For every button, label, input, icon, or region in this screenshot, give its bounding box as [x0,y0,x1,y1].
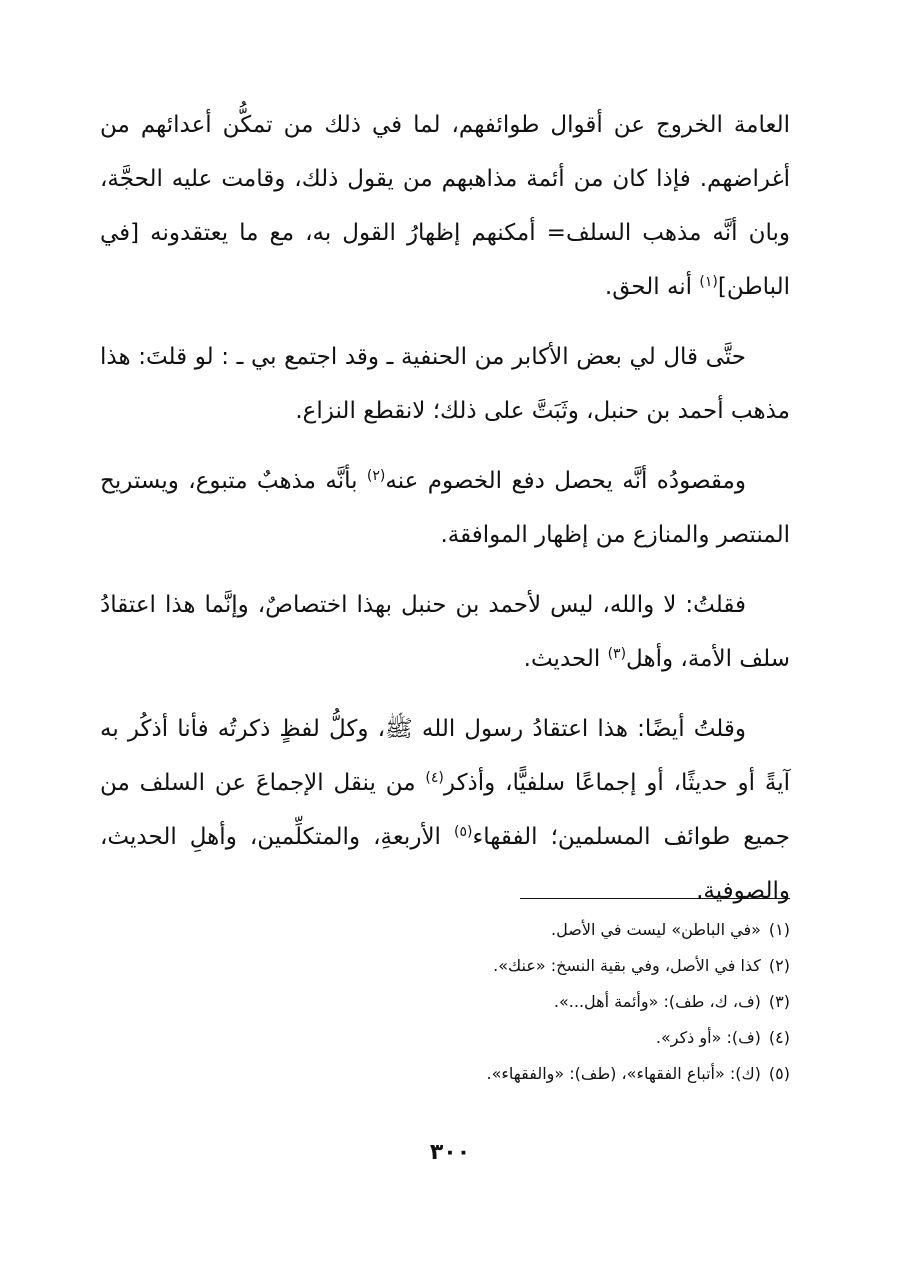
paragraph-5-text-a: وقلتُ أيضًا: هذا اعتقادُ رسول الله ﷺ، وكلُّ لفظٍ ذكرتُه فأنا أذكُر به آيةً أو حديثًا، أو إجماعًا سلفيًّا، وأذكر [100,716,790,796]
footnote-ref-3[interactable]: (٣) [607,646,627,662]
footnote-ref-2[interactable]: (٢) [366,468,386,484]
footnote-5-number: (٥) [768,1064,790,1083]
paragraph-5-text-b: من ينقل الإجماعَ عن السلف من جميع طوائف المسلمين؛ الفقهاء [100,770,790,850]
footnote-2 [300,948,790,984]
footnote-4-number: (٤) [768,1028,790,1047]
footnote-1-number: (١) [768,920,790,939]
footnote-3-number: (٣) [768,992,790,1011]
footnote-3-text: (ف، ك، طف): «وأئمة أهل...». [553,992,761,1011]
footnote-2-number: (٢) [768,956,790,975]
paragraph-4-text-a: فقلتُ: لا والله، ليس لأحمد بن حنبل بهذا اختصاصٌ، وإنَّما هذا اعتقادُ سلف الأمة، وأهل [100,592,790,672]
paragraph-5 [100,702,790,918]
footnote-4-text: (ف): «أو ذكر». [655,1028,761,1047]
paragraph-3-text-b: بأنَّه مذهبٌ متبوع، ويستريح المنتصر والمنازع من إظهار الموافقة. [100,468,790,548]
footnote-ref-5[interactable]: (٥) [453,824,473,840]
footnote-1 [300,912,790,948]
footnote-1-text: «في الباطن» ليست في الأصل. [551,920,761,939]
paragraph-1-text-b: أنه الحق. [604,274,700,300]
paragraph-1-text-a: العامة الخروج عن أقوال طوائفهم، لما في ذلك من تمكُّن أعدائهم من أغراضهم. فإذا كان من أئمة مذاهبهم من يقول ذلك، وقامت عليه الحجَّة، وبان أنَّه مذهب السلف= أمكنهم إظهارُ القول به، مع ما يعتقدونه [في الباطن] [100,112,790,300]
footnote-ref-1[interactable]: (١) [699,274,718,290]
paragraph-5-text-c: الأربعةِ، والمتكلِّمين، وأهلِ الحديث، والصوفية. [100,824,790,904]
paragraph-2-text: حتَّى قال لي بعض الأكابر من الحنفية ـ وقد اجتمع بي ـ : لو قلتَ: هذا مذهب أحمد بن حنبل، وثَبَتَّ على ذلك؛ لانقطع النزاع. [100,344,790,424]
footnotes [300,912,790,1092]
paragraph-3-text-a: ومقصودُه أنَّه يحصل دفع الخصوم عنه [385,468,746,494]
paragraph-4 [100,578,790,686]
footnote-separator [520,898,790,899]
paragraph-2 [100,330,790,438]
footnote-ref-4[interactable]: (٤) [425,770,444,786]
paragraph-1 [100,98,790,314]
paragraph-4-text-b: الحديث. [523,646,608,672]
footnote-5 [300,1056,790,1092]
paragraph-3 [100,454,790,562]
footnote-4 [300,1020,790,1056]
page-number: ٣٠٠ [429,1140,471,1165]
main-text [100,98,790,934]
footnote-2-text: كذا في الأصل، وفي بقية النسخ: «عنك». [493,956,761,975]
footnote-3 [300,984,790,1020]
footnote-5-text: (ك): «أتباع الفقهاء»، (طف): «والفقهاء». [486,1064,761,1083]
